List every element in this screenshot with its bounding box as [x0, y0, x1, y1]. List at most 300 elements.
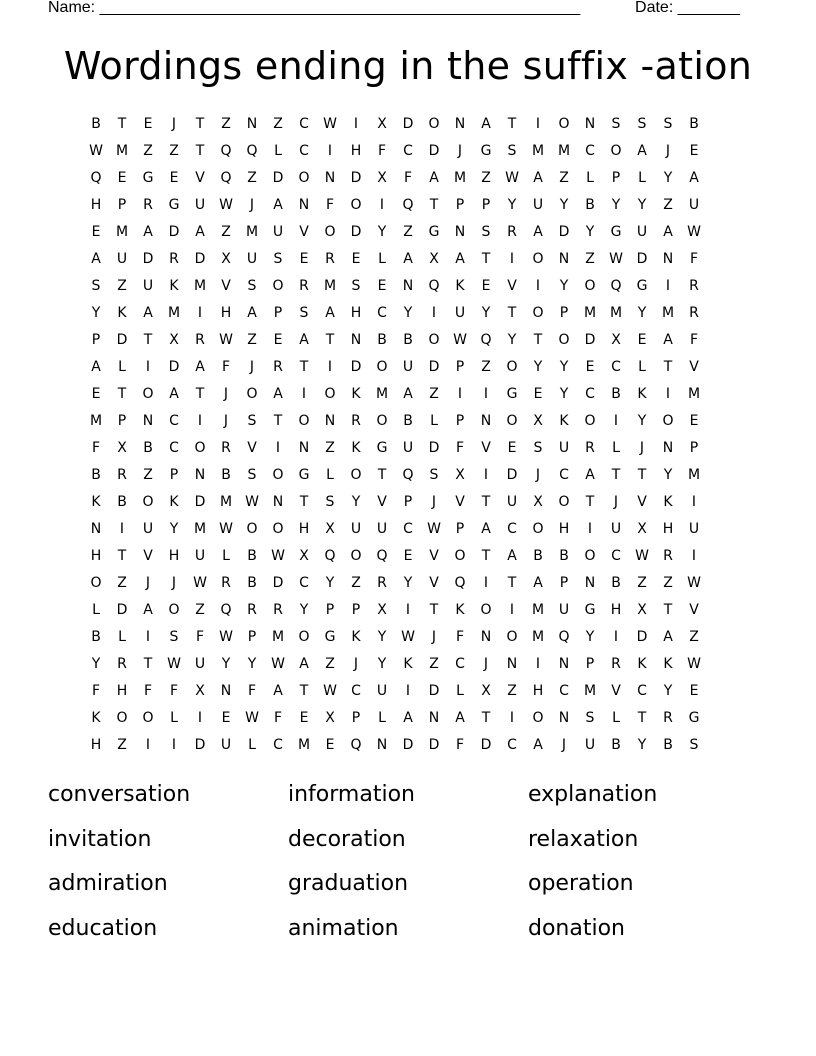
grid-letter[interactable]: Z — [247, 332, 257, 348]
grid-letter[interactable]: C — [611, 359, 621, 375]
grid-letter[interactable]: Z — [507, 683, 517, 699]
grid-letter[interactable]: F — [689, 332, 699, 348]
grid-letter[interactable]: M — [115, 143, 129, 159]
grid-letter[interactable]: S — [91, 278, 101, 294]
grid-letter[interactable]: O — [558, 494, 570, 510]
grid-letter[interactable]: X — [299, 548, 309, 564]
grid-letter[interactable]: O — [558, 332, 570, 348]
grid-letter[interactable]: W — [245, 494, 259, 510]
grid-letter[interactable]: Q — [402, 197, 414, 213]
grid-letter[interactable]: D — [636, 251, 648, 267]
grid-letter[interactable]: L — [248, 737, 256, 753]
grid-letter[interactable]: I — [483, 467, 489, 483]
grid-letter[interactable]: E — [325, 737, 335, 753]
grid-letter[interactable]: K — [663, 494, 673, 510]
grid-letter[interactable]: O — [324, 224, 336, 240]
grid-letter[interactable]: A — [273, 683, 283, 699]
grid-letter[interactable]: W — [167, 656, 181, 672]
grid-letter[interactable]: E — [273, 332, 283, 348]
grid-letter[interactable]: A — [429, 170, 439, 186]
grid-letter[interactable]: A — [507, 548, 517, 564]
grid-letter[interactable]: X — [221, 251, 231, 267]
grid-letter[interactable]: Y — [169, 521, 179, 537]
grid-letter[interactable]: P — [403, 494, 413, 510]
grid-letter[interactable]: J — [561, 737, 567, 753]
grid-letter[interactable]: X — [481, 683, 491, 699]
grid-letter[interactable]: V — [611, 683, 621, 699]
grid-letter[interactable]: R — [585, 440, 595, 456]
grid-letter[interactable]: I — [483, 386, 489, 402]
grid-letter[interactable]: U — [636, 224, 648, 240]
grid-letter[interactable]: X — [377, 170, 387, 186]
grid-letter[interactable]: T — [585, 494, 595, 510]
grid-letter[interactable]: E — [689, 683, 699, 699]
grid-letter[interactable]: F — [247, 683, 257, 699]
grid-letter[interactable]: V — [481, 440, 491, 456]
grid-letter[interactable]: T — [143, 332, 153, 348]
grid-letter[interactable]: Y — [377, 629, 387, 645]
grid-letter[interactable]: U — [402, 440, 414, 456]
grid-letter[interactable]: C — [377, 305, 387, 321]
grid-letter[interactable]: M — [193, 521, 207, 537]
grid-letter[interactable]: H — [90, 737, 102, 753]
grid-letter[interactable]: I — [613, 413, 619, 429]
grid-letter[interactable]: J — [171, 575, 177, 591]
grid-letter[interactable]: U — [376, 683, 388, 699]
grid-letter[interactable]: M — [453, 170, 467, 186]
grid-letter[interactable]: L — [456, 683, 464, 699]
grid-letter[interactable]: S — [169, 629, 179, 645]
grid-letter[interactable]: I — [535, 656, 541, 672]
grid-letter[interactable]: S — [637, 116, 647, 132]
grid-letter[interactable]: B — [117, 494, 127, 510]
grid-letter[interactable]: O — [532, 521, 544, 537]
grid-letter[interactable]: P — [559, 575, 569, 591]
grid-letter[interactable]: Y — [637, 305, 647, 321]
grid-letter[interactable]: W — [219, 332, 233, 348]
grid-letter[interactable]: Y — [533, 359, 543, 375]
grid-letter[interactable]: X — [533, 413, 543, 429]
grid-letter[interactable]: I — [275, 440, 281, 456]
grid-letter[interactable]: M — [167, 305, 181, 321]
grid-letter[interactable]: J — [639, 440, 645, 456]
grid-letter[interactable]: M — [115, 224, 129, 240]
grid-letter[interactable]: Z — [273, 116, 283, 132]
grid-letter[interactable]: P — [169, 467, 179, 483]
grid-letter[interactable]: S — [481, 224, 491, 240]
grid-letter[interactable]: K — [559, 413, 569, 429]
grid-letter[interactable]: J — [223, 413, 229, 429]
grid-letter[interactable]: C — [351, 683, 361, 699]
grid-letter[interactable]: W — [271, 548, 285, 564]
grid-letter[interactable]: G — [480, 143, 492, 159]
grid-letter[interactable]: L — [430, 413, 438, 429]
grid-letter[interactable]: Y — [559, 197, 569, 213]
grid-letter[interactable]: H — [220, 305, 232, 321]
grid-letter[interactable]: O — [480, 602, 492, 618]
grid-letter[interactable]: N — [506, 656, 518, 672]
grid-letter[interactable]: D — [350, 359, 362, 375]
grid-letter[interactable]: C — [169, 413, 179, 429]
grid-letter[interactable]: R — [117, 656, 127, 672]
grid-letter[interactable]: W — [89, 143, 103, 159]
grid-letter[interactable]: A — [455, 251, 465, 267]
grid-letter[interactable]: O — [584, 413, 596, 429]
grid-letter[interactable]: S — [247, 278, 257, 294]
grid-letter[interactable]: A — [195, 359, 205, 375]
grid-letter[interactable]: Y — [637, 413, 647, 429]
grid-letter[interactable]: A — [455, 710, 465, 726]
grid-letter[interactable]: U — [194, 197, 206, 213]
grid-letter[interactable]: N — [454, 224, 466, 240]
grid-letter[interactable]: O — [662, 413, 674, 429]
grid-letter[interactable]: O — [298, 629, 310, 645]
grid-letter[interactable]: O — [272, 467, 284, 483]
grid-letter[interactable]: T — [481, 251, 491, 267]
grid-letter[interactable]: Y — [507, 197, 517, 213]
grid-letter[interactable]: H — [168, 548, 180, 564]
grid-letter[interactable]: U — [376, 521, 388, 537]
grid-letter[interactable]: W — [687, 224, 701, 240]
grid-letter[interactable]: G — [324, 629, 336, 645]
grid-letter[interactable]: H — [610, 602, 622, 618]
grid-letter[interactable]: Y — [377, 224, 387, 240]
grid-letter[interactable]: H — [90, 548, 102, 564]
grid-letter[interactable]: I — [535, 278, 541, 294]
grid-letter[interactable]: D — [636, 629, 648, 645]
grid-letter[interactable]: O — [584, 548, 596, 564]
grid-letter[interactable]: M — [193, 278, 207, 294]
grid-letter[interactable]: Y — [403, 575, 413, 591]
grid-letter[interactable]: R — [247, 602, 257, 618]
grid-letter[interactable]: Z — [663, 197, 673, 213]
grid-letter[interactable]: F — [325, 197, 335, 213]
grid-letter[interactable]: W — [219, 521, 233, 537]
grid-letter[interactable]: Y — [247, 656, 257, 672]
grid-letter[interactable]: T — [637, 467, 647, 483]
grid-letter[interactable]: L — [612, 710, 620, 726]
grid-letter[interactable]: E — [351, 251, 361, 267]
grid-letter[interactable]: S — [247, 467, 257, 483]
grid-letter[interactable]: I — [145, 737, 151, 753]
grid-letter[interactable]: I — [691, 494, 697, 510]
grid-letter[interactable]: Z — [169, 143, 179, 159]
grid-letter[interactable]: N — [324, 170, 336, 186]
grid-letter[interactable]: E — [533, 386, 543, 402]
grid-letter[interactable]: D — [116, 602, 128, 618]
grid-letter[interactable]: O — [506, 413, 518, 429]
grid-letter[interactable]: Q — [90, 170, 102, 186]
grid-letter[interactable]: G — [610, 224, 622, 240]
grid-letter[interactable]: K — [455, 602, 465, 618]
grid-letter[interactable]: P — [585, 656, 595, 672]
grid-letter[interactable]: I — [353, 116, 359, 132]
grid-letter[interactable]: G — [506, 386, 518, 402]
grid-letter[interactable]: A — [533, 170, 543, 186]
grid-letter[interactable]: F — [689, 251, 699, 267]
grid-letter[interactable]: Y — [481, 305, 491, 321]
grid-letter[interactable]: D — [194, 494, 206, 510]
grid-letter[interactable]: U — [246, 251, 258, 267]
grid-letter[interactable]: F — [195, 629, 205, 645]
grid-letter[interactable]: V — [247, 440, 257, 456]
grid-letter[interactable]: C — [273, 737, 283, 753]
grid-letter[interactable]: J — [483, 656, 489, 672]
grid-letter[interactable]: D — [168, 359, 180, 375]
grid-letter[interactable]: Z — [325, 656, 335, 672]
grid-letter[interactable]: Q — [558, 629, 570, 645]
grid-letter[interactable]: K — [455, 278, 465, 294]
grid-letter[interactable]: H — [116, 683, 128, 699]
grid-letter[interactable]: N — [558, 656, 570, 672]
grid-letter[interactable]: R — [143, 197, 153, 213]
grid-letter[interactable]: D — [272, 170, 284, 186]
grid-letter[interactable]: K — [351, 629, 361, 645]
grid-letter[interactable]: A — [143, 305, 153, 321]
grid-letter[interactable]: N — [376, 737, 388, 753]
grid-letter[interactable]: N — [298, 440, 310, 456]
grid-letter[interactable]: J — [223, 386, 229, 402]
grid-letter[interactable]: B — [533, 548, 543, 564]
grid-letter[interactable]: F — [455, 737, 465, 753]
grid-letter[interactable]: U — [532, 197, 544, 213]
grid-letter[interactable]: B — [91, 629, 101, 645]
grid-letter[interactable]: A — [91, 251, 101, 267]
grid-letter[interactable]: P — [325, 602, 335, 618]
grid-letter[interactable]: Y — [637, 197, 647, 213]
grid-letter[interactable]: T — [507, 305, 517, 321]
grid-letter[interactable]: A — [533, 737, 543, 753]
grid-letter[interactable]: O — [532, 251, 544, 267]
grid-letter[interactable]: E — [143, 116, 153, 132]
grid-letter[interactable]: C — [637, 683, 647, 699]
grid-letter[interactable]: C — [559, 467, 569, 483]
grid-letter[interactable]: C — [299, 575, 309, 591]
grid-letter[interactable]: R — [377, 575, 387, 591]
grid-letter[interactable]: O — [506, 359, 518, 375]
grid-letter[interactable]: Z — [663, 575, 673, 591]
grid-letter[interactable]: U — [350, 521, 362, 537]
grid-letter[interactable]: O — [350, 467, 362, 483]
grid-letter[interactable]: M — [271, 629, 285, 645]
grid-letter[interactable]: U — [220, 737, 232, 753]
grid-letter[interactable]: T — [429, 602, 439, 618]
grid-letter[interactable]: O — [610, 143, 622, 159]
grid-letter[interactable]: E — [689, 143, 699, 159]
grid-letter[interactable]: T — [637, 710, 647, 726]
grid-letter[interactable]: N — [90, 521, 102, 537]
grid-letter[interactable]: C — [299, 143, 309, 159]
grid-letter[interactable]: K — [663, 656, 673, 672]
grid-letter[interactable]: L — [118, 629, 126, 645]
grid-letter[interactable]: F — [91, 683, 101, 699]
grid-letter[interactable]: Y — [559, 386, 569, 402]
grid-letter[interactable]: K — [169, 278, 179, 294]
grid-letter[interactable]: X — [429, 251, 439, 267]
grid-letter[interactable]: R — [611, 656, 621, 672]
grid-letter[interactable]: Y — [559, 278, 569, 294]
grid-letter[interactable]: B — [377, 332, 387, 348]
grid-letter[interactable]: F — [455, 440, 465, 456]
grid-letter[interactable]: Q — [428, 278, 440, 294]
grid-letter[interactable]: W — [505, 170, 519, 186]
grid-letter[interactable]: J — [431, 494, 437, 510]
grid-letter[interactable]: N — [454, 116, 466, 132]
grid-letter[interactable]: T — [299, 359, 309, 375]
grid-letter[interactable]: Z — [117, 278, 127, 294]
grid-letter[interactable]: T — [299, 683, 309, 699]
grid-letter[interactable]: A — [403, 386, 413, 402]
grid-letter[interactable]: I — [665, 386, 671, 402]
grid-letter[interactable]: W — [323, 683, 337, 699]
grid-letter[interactable]: R — [325, 251, 335, 267]
grid-letter[interactable]: P — [351, 602, 361, 618]
grid-letter[interactable]: U — [506, 494, 518, 510]
grid-letter[interactable]: K — [117, 305, 127, 321]
grid-letter[interactable]: Q — [350, 737, 362, 753]
grid-letter[interactable]: N — [558, 710, 570, 726]
grid-letter[interactable]: J — [613, 494, 619, 510]
grid-letter[interactable]: B — [403, 332, 413, 348]
grid-letter[interactable]: O — [272, 278, 284, 294]
grid-letter[interactable]: T — [299, 494, 309, 510]
grid-letter[interactable]: A — [533, 224, 543, 240]
grid-letter[interactable]: Z — [325, 440, 335, 456]
grid-letter[interactable]: R — [507, 224, 517, 240]
grid-letter[interactable]: W — [193, 575, 207, 591]
grid-letter[interactable]: O — [428, 116, 440, 132]
grid-letter[interactable]: P — [455, 413, 465, 429]
grid-letter[interactable]: I — [509, 710, 515, 726]
grid-letter[interactable]: T — [143, 656, 153, 672]
grid-letter[interactable]: Z — [143, 143, 153, 159]
grid-letter[interactable]: X — [455, 467, 465, 483]
grid-letter[interactable]: O — [558, 116, 570, 132]
grid-letter[interactable]: H — [298, 521, 310, 537]
grid-letter[interactable]: Y — [663, 467, 673, 483]
grid-letter[interactable]: U — [454, 305, 466, 321]
grid-letter[interactable]: B — [91, 116, 101, 132]
grid-letter[interactable]: N — [584, 116, 596, 132]
grid-letter[interactable]: L — [274, 143, 282, 159]
grid-letter[interactable]: J — [145, 575, 151, 591]
grid-letter[interactable]: M — [609, 305, 623, 321]
grid-letter[interactable]: I — [327, 143, 333, 159]
grid-letter[interactable]: A — [403, 251, 413, 267]
grid-letter[interactable]: R — [689, 278, 699, 294]
grid-letter[interactable]: L — [638, 170, 646, 186]
grid-letter[interactable]: M — [687, 467, 701, 483]
grid-letter[interactable]: D — [168, 224, 180, 240]
grid-letter[interactable]: T — [117, 116, 127, 132]
grid-letter[interactable]: I — [405, 683, 411, 699]
grid-letter[interactable]: N — [662, 440, 674, 456]
grid-letter[interactable]: I — [509, 602, 515, 618]
grid-letter[interactable]: Z — [429, 656, 439, 672]
grid-letter[interactable]: S — [299, 305, 309, 321]
grid-letter[interactable]: R — [221, 440, 231, 456]
grid-letter[interactable]: D — [350, 224, 362, 240]
grid-letter[interactable]: D — [402, 116, 414, 132]
grid-letter[interactable]: Z — [221, 116, 231, 132]
grid-letter[interactable]: M — [297, 737, 311, 753]
grid-letter[interactable]: C — [455, 656, 465, 672]
grid-letter[interactable]: Z — [117, 575, 127, 591]
grid-letter[interactable]: T — [481, 494, 491, 510]
grid-letter[interactable]: A — [299, 332, 309, 348]
grid-letter[interactable]: P — [351, 710, 361, 726]
grid-letter[interactable]: S — [429, 467, 439, 483]
grid-letter[interactable]: E — [585, 359, 595, 375]
grid-letter[interactable]: N — [350, 332, 362, 348]
grid-letter[interactable]: Q — [454, 575, 466, 591]
grid-letter[interactable]: O — [142, 710, 154, 726]
grid-letter[interactable]: G — [376, 440, 388, 456]
grid-letter[interactable]: A — [663, 224, 673, 240]
grid-letter[interactable]: D — [194, 737, 206, 753]
grid-letter[interactable]: F — [143, 683, 153, 699]
grid-letter[interactable]: D — [428, 143, 440, 159]
grid-letter[interactable]: O — [194, 440, 206, 456]
grid-letter[interactable]: X — [325, 710, 335, 726]
grid-letter[interactable]: O — [454, 548, 466, 564]
grid-letter[interactable]: J — [431, 629, 437, 645]
grid-letter[interactable]: P — [247, 629, 257, 645]
grid-letter[interactable]: P — [481, 197, 491, 213]
grid-letter[interactable]: C — [585, 386, 595, 402]
grid-letter[interactable]: N — [480, 413, 492, 429]
grid-letter[interactable]: K — [351, 440, 361, 456]
grid-letter[interactable]: Y — [585, 224, 595, 240]
grid-letter[interactable]: V — [689, 359, 699, 375]
grid-letter[interactable]: Z — [429, 386, 439, 402]
grid-letter[interactable]: Y — [299, 602, 309, 618]
grid-letter[interactable]: L — [378, 710, 386, 726]
grid-letter[interactable]: Z — [481, 170, 491, 186]
grid-letter[interactable]: S — [585, 710, 595, 726]
grid-letter[interactable]: Z — [117, 737, 127, 753]
grid-letter[interactable]: L — [326, 467, 334, 483]
grid-letter[interactable]: W — [453, 332, 467, 348]
grid-letter[interactable]: T — [117, 386, 127, 402]
grid-letter[interactable]: R — [689, 305, 699, 321]
grid-letter[interactable]: X — [637, 521, 647, 537]
grid-letter[interactable]: J — [249, 359, 255, 375]
grid-letter[interactable]: P — [91, 332, 101, 348]
grid-letter[interactable]: N — [662, 251, 674, 267]
grid-letter[interactable]: Y — [91, 305, 101, 321]
grid-letter[interactable]: Q — [480, 332, 492, 348]
grid-letter[interactable]: Q — [246, 143, 258, 159]
grid-letter[interactable]: I — [457, 386, 463, 402]
grid-letter[interactable]: Q — [324, 548, 336, 564]
grid-letter[interactable]: L — [378, 251, 386, 267]
grid-letter[interactable]: M — [323, 278, 337, 294]
grid-letter[interactable]: I — [171, 737, 177, 753]
grid-letter[interactable]: L — [92, 602, 100, 618]
grid-letter[interactable]: Z — [221, 224, 231, 240]
grid-letter[interactable]: N — [246, 116, 258, 132]
grid-letter[interactable]: G — [636, 278, 648, 294]
grid-letter[interactable]: O — [350, 197, 362, 213]
grid-letter[interactable]: A — [637, 143, 647, 159]
grid-letter[interactable]: K — [637, 656, 647, 672]
grid-letter[interactable]: A — [195, 224, 205, 240]
grid-letter[interactable]: E — [91, 386, 101, 402]
grid-letter[interactable]: Y — [663, 170, 673, 186]
grid-letter[interactable]: O — [246, 386, 258, 402]
grid-letter[interactable]: V — [455, 494, 465, 510]
